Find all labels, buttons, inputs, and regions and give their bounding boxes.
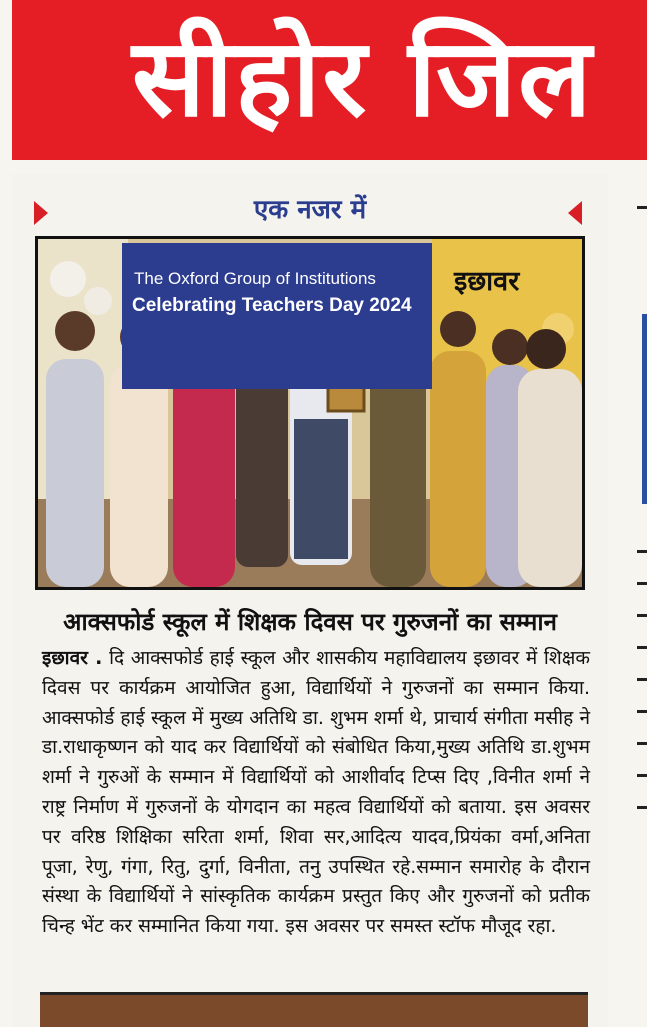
location-stamp: इछावर bbox=[454, 266, 520, 297]
adjacent-text-fragment bbox=[637, 710, 647, 713]
dateline: इछावर . bbox=[42, 647, 103, 669]
article-body bbox=[42, 644, 590, 942]
second-photo bbox=[40, 992, 588, 1027]
adjacent-text-fragment bbox=[637, 582, 647, 585]
adjacent-text-fragment bbox=[637, 742, 647, 745]
adjacent-column bbox=[608, 174, 647, 1027]
article-text: दि आक्सफोर्ड हाई स्कूल और शासकीय महाविद्यालय इछावर में शिक्षक दिवस पर कार्यक्रम आयोजित हुआ, विद्यार्थियों ने गुरुजनों का सम्मान किया. आक्सफोर्ड हाई स्कूल में मुख्य अतिथि डा. शुभम शर्मा थे, प्राचार्य संगीता मसीह ने डा.राधाकृष्णन को याद कर विद्यार्थियों को संबोधित किया,मुख्य अतिथि डा.शुभम शर्मा ने गुरुओं के सम्मान में विद्यार्थियों को आशीर्वाद टिप्स दिए ,विनीत शर्मा ने राष्ट्र निर्माण में गुरुजनों के योगदान का महत्व विद्यार्थियों को बताया. इस अवसर पर वरिष्ठ शिक्षिका सरिता शर्मा, शिवा सर,आदित्य यादव,प्रियंका वर्मा,अनिता पूजा, रेणु, गंगा, रितु, दुर्गा, विनीता, तनु उपस्थित रहे.सम्मान समारोह के दौरान संस्था के विद्यार्थियों ने सांस्कृतिक कार्यक्रम प्रस्तुत किए और गुरुजनों को प्रतीक चिन्ह भेंट कर सम्मानित किया गया. इस अवसर पर समस्त स्टॉफ मौजूद रहा. bbox=[42, 647, 590, 938]
adjacent-image-edge bbox=[642, 314, 647, 504]
adjacent-text-fragment bbox=[637, 206, 647, 209]
adjacent-text-fragment bbox=[637, 614, 647, 617]
banner-subtitle: Celebrating Teachers Day 2024 bbox=[132, 295, 412, 316]
masthead bbox=[12, 0, 647, 160]
adjacent-text-fragment bbox=[637, 646, 647, 649]
article-headline: आक्सफोर्ड स्कूल में शिक्षक दिवस पर गुरुजनों का सम्मान bbox=[63, 608, 557, 636]
adjacent-text-fragment bbox=[637, 678, 647, 681]
adjacent-text-fragment bbox=[637, 806, 647, 809]
newspaper-title: सीहोर जिल bbox=[132, 16, 594, 141]
adjacent-text-fragment bbox=[637, 774, 647, 777]
event-photo bbox=[35, 236, 585, 590]
section-label: एक नजर में bbox=[253, 195, 367, 225]
banner-title: The Oxford Group of Institutions bbox=[134, 269, 376, 288]
right-arrow-icon bbox=[568, 201, 582, 225]
news-column bbox=[12, 174, 608, 1027]
adjacent-text-fragment bbox=[637, 550, 647, 553]
